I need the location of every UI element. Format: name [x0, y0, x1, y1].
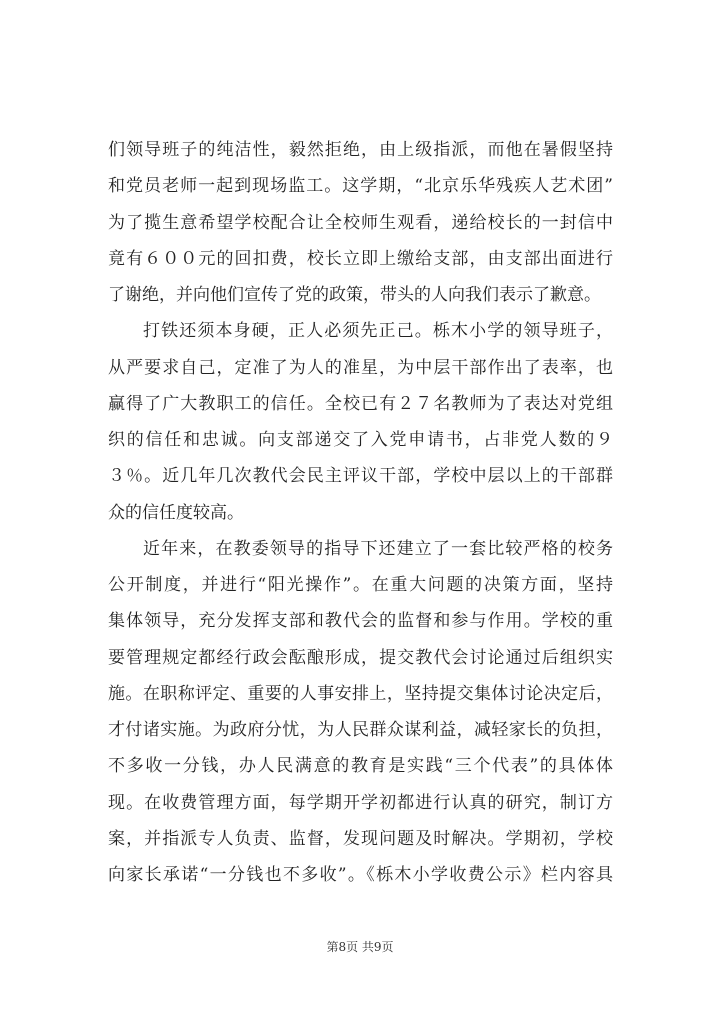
text-line: 竟有６００元的回扣费，校长立即上缴给支部，由支部出面进行	[108, 248, 613, 269]
text-line: 施。在职称评定、重要的人事安排上，坚持提交集体讨论决定后，	[108, 683, 613, 704]
text-line: 才付诸实施。为政府分忧，为人民群众谋利益，减轻家长的负担，	[108, 720, 613, 740]
text-line: 打铁还须本身硬，正人必须先正己。栎木小学的领导班子，	[143, 321, 613, 342]
text-line: 们领导班子的纯洁性，毅然拒绝，由上级指派，而他在暑假坚持	[108, 140, 613, 160]
text-line: 集体领导，充分发挥支部和教代会的监督和参与作用。学校的重	[108, 611, 613, 632]
document-body	[108, 132, 613, 893]
text-line: 织的信任和忠诚。向支部递交了入党申请书，占非党人数的９	[108, 430, 613, 450]
text-line: 要管理规定都经行政会酝酿形成，提交教代会讨论通过后组织实	[108, 647, 613, 668]
page-footer: 第8页 共9页	[326, 940, 394, 954]
text-line: 现。在收费管理方面，每学期开学初都进行认真的研究，制订方	[108, 792, 613, 813]
text-line: 不多收一分钱，办人民满意的教育是实践“三个代表”的具体体	[108, 756, 613, 777]
text-line: 了谢绝，并向他们宣传了党的政策，带头的人向我们表示了歉意。	[108, 285, 601, 305]
text-line: 为了揽生意希望学校配合让全校师生观看，递给校长的一封信中	[108, 212, 613, 233]
text-line: 向家长承诺“一分钱也不多收”。《栎木小学收费公示》栏内容具	[108, 865, 613, 885]
text-line: 和党员老师一起到现场监工。这学期，“北京乐华残疾人艺术团”	[108, 176, 613, 197]
text-line: 公开制度，并进行“阳光操作”。在重大问题的决策方面，坚持	[108, 575, 613, 595]
text-line: 案，并指派专人负责、监督，发现问题及时解决。学期初，学校	[108, 828, 613, 849]
text-line: 近年来，在教委领导的指导下还建立了一套比较严格的校务	[143, 538, 613, 559]
text-line: 众的信任度较高。	[108, 502, 244, 523]
text-line: 赢得了广大教职工的信任。全校已有２７名教师为了表达对党组	[108, 393, 613, 414]
text-line: 从严要求自己，定准了为人的准星，为中层干部作出了表率，也	[108, 357, 613, 378]
text-line: ３％。近几年几次教代会民主评议干部，学校中层以上的干部群	[108, 466, 613, 487]
